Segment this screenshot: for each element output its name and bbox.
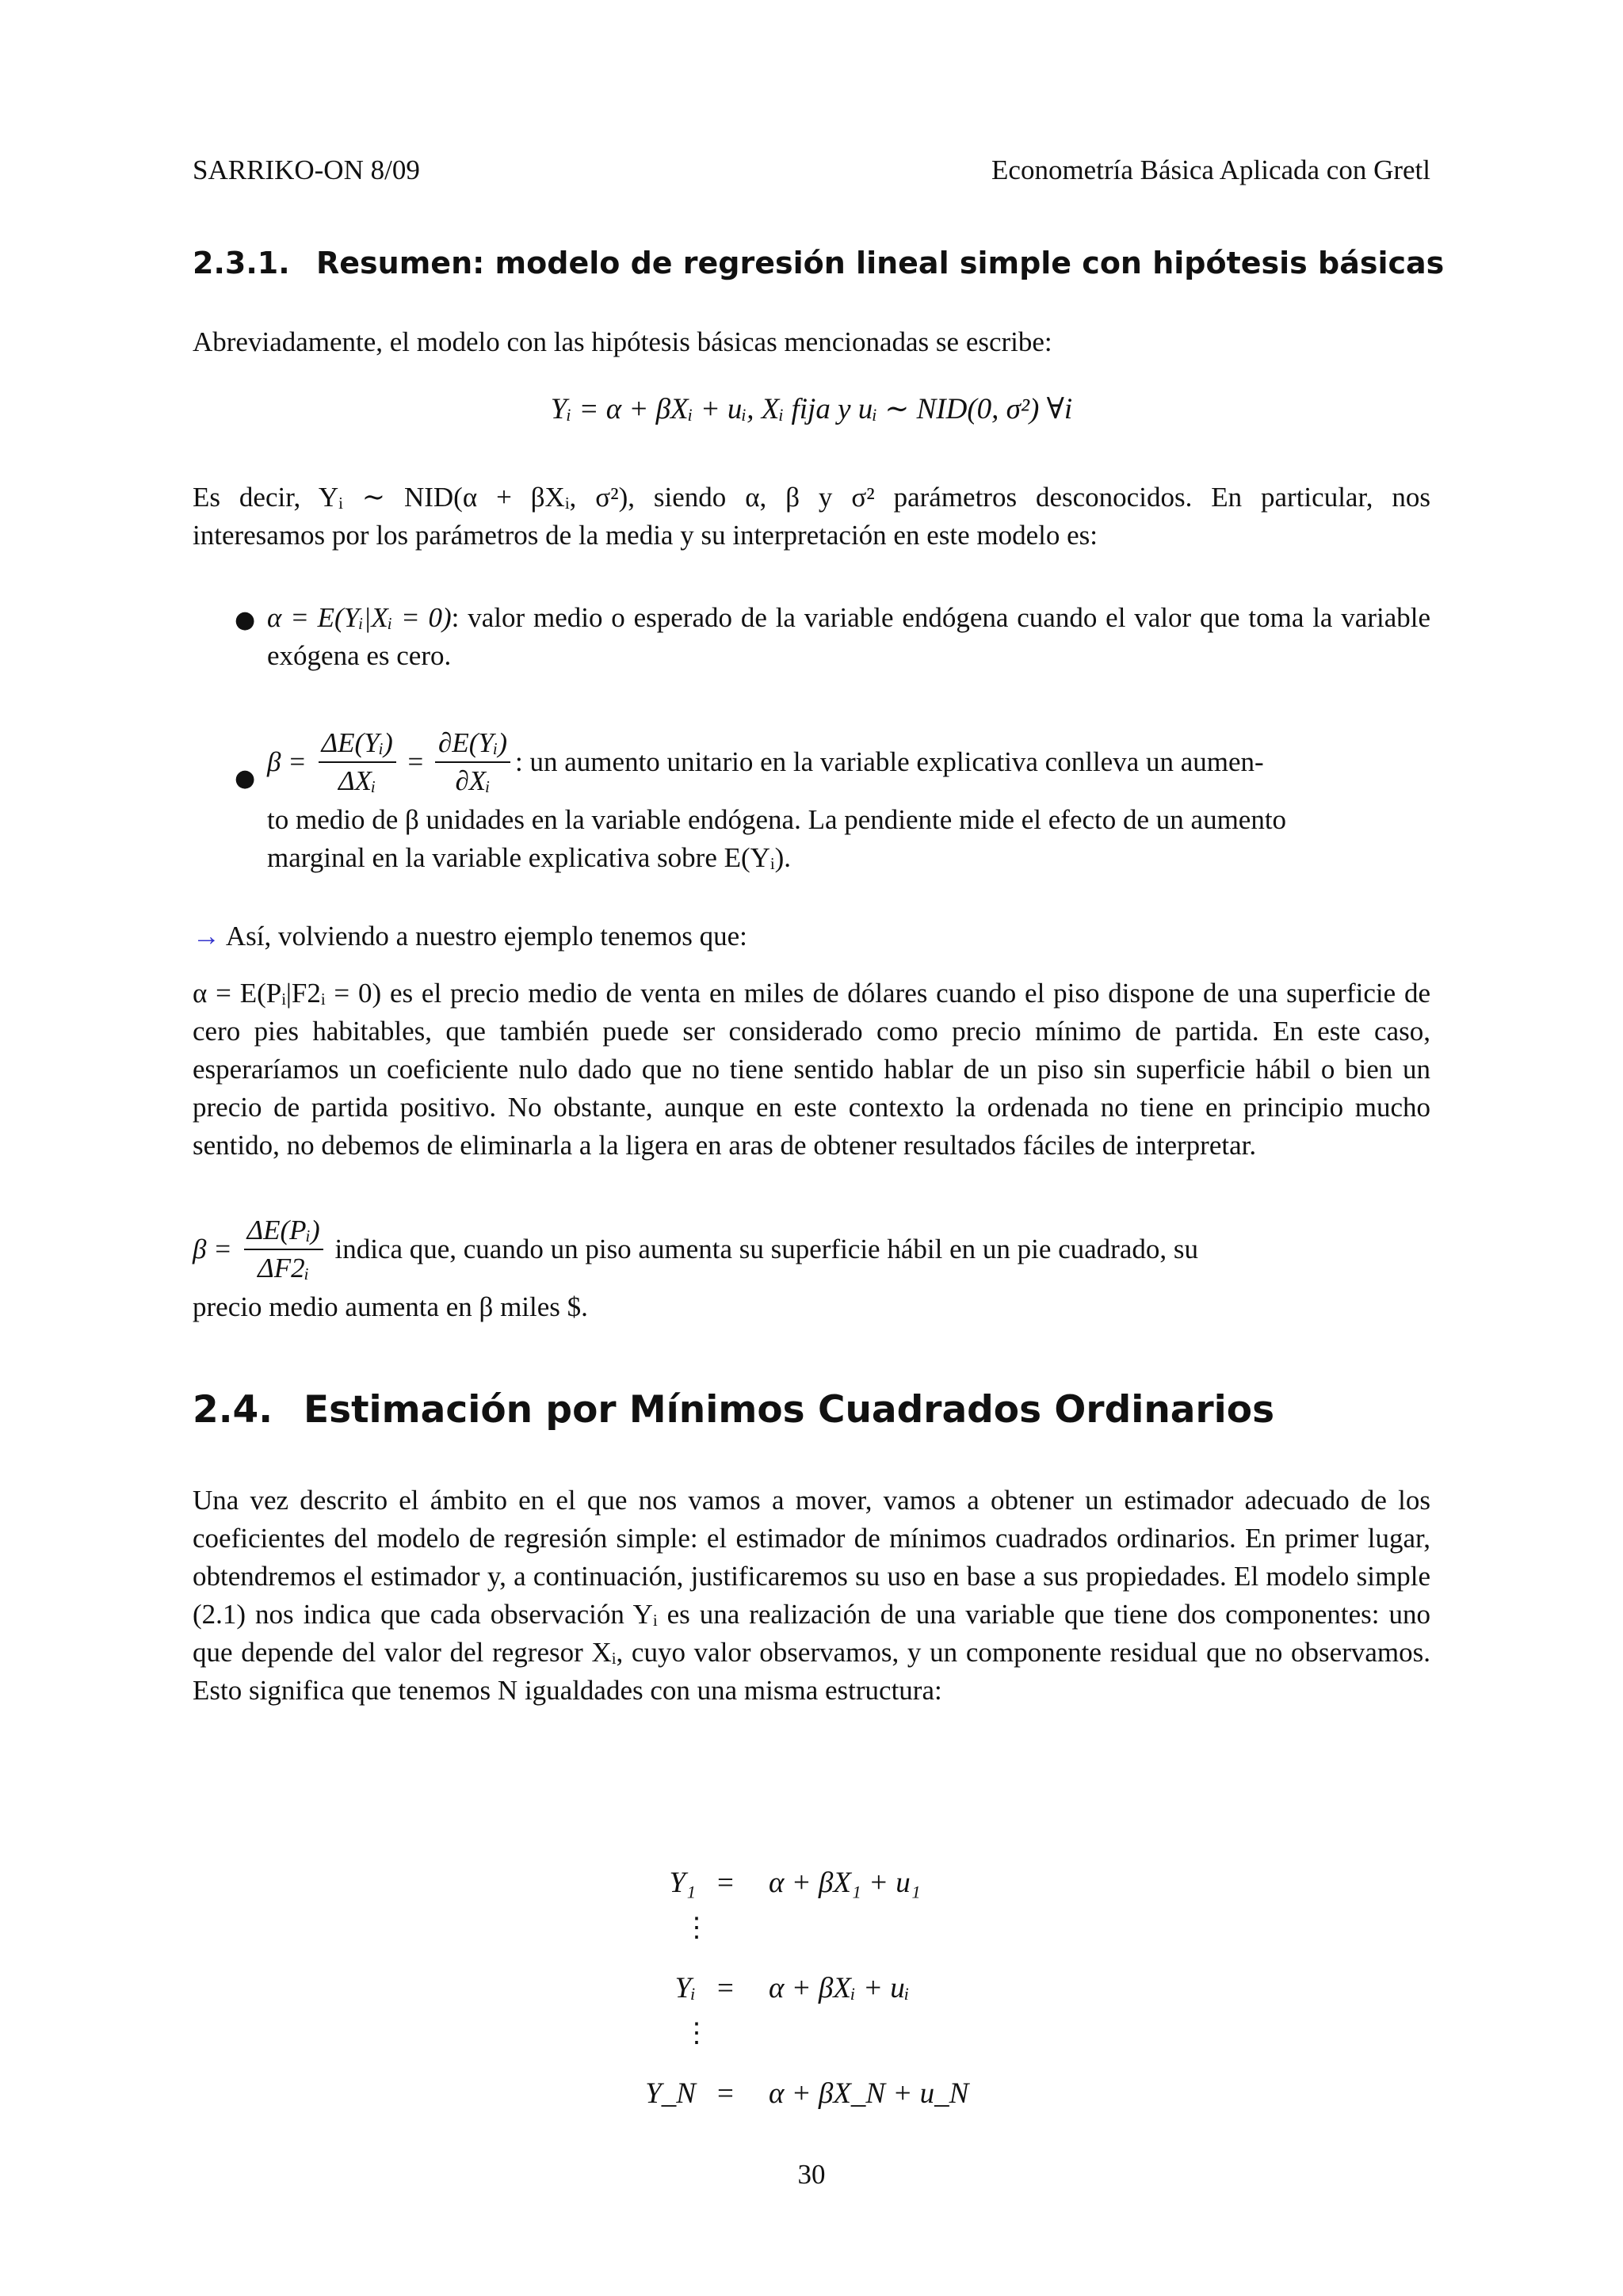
beta-lead: β = [267, 746, 307, 777]
example-beta-den: ΔF2ᵢ [244, 1249, 323, 1287]
section-title: Estimación por Mínimos Cuadrados Ordinarios [304, 1388, 1275, 1432]
model-equation: Yᵢ = α + βXᵢ + uᵢ, Xᵢ fija y uᵢ ∼ NID(0, σ²) ∀i [550, 393, 1073, 425]
equation-row-2 [0, 1971, 1623, 2011]
beta-frac1-den: ΔXᵢ [319, 761, 396, 799]
equation-2-lhs: Yᵢ [674, 1972, 696, 2004]
arrow-icon: → [193, 921, 220, 952]
example-beta-paragraph [193, 1212, 1430, 1326]
es-decir-paragraph [193, 479, 1430, 555]
subsection-title: Resumen: modelo de regresión lineal simple con hipótesis básicas [316, 246, 1445, 280]
beta-frac2-num: ∂E(Yᵢ) [438, 727, 508, 758]
intro-paragraph: Abreviadamente, el modelo con las hipótesis básicas mencionadas se escribe: [193, 326, 1052, 357]
equation-1-rhs: α + βX₁ + u₁ [769, 1867, 921, 1899]
section-paragraph: Una vez descrito el ámbito en el que nos vamos a mover, vamos a obtener un estimador adecuado de los coeficientes del modelo de regresión simple: el estimador de mínimos cuadrados ordinarios. En primer lugar, obtendremos el estimador y, a continuación, justificaremos su uso en base a sus propiedades. El modelo simple (2.1) nos indica que cada observación Yᵢ es una realización de una variable que tiene dos componentes: uno que depende del valor del regresor Xᵢ, cuyo valor observamos, y un componente residual que no observamos. Esto significa que tenemos N igualdades con una misma estructura: [193, 1485, 1430, 1706]
example-beta-lead: β = [193, 1234, 232, 1264]
equation-3-lhs: Y_N [645, 2077, 696, 2110]
beta-fraction-partial [435, 725, 510, 799]
beta-frac2-den: ∂Xᵢ [435, 761, 510, 799]
es-decir-line-1: Es decir, Yᵢ ∼ NID(α + βXᵢ, σ²), siendo α, β y σ² parámetros desconocidos. En particular, nos [193, 482, 1430, 513]
bullet-alpha [267, 599, 1430, 675]
bullet-beta [267, 725, 1430, 877]
equation-3-op: = [717, 2077, 734, 2110]
example-beta-line-1 [193, 1212, 1430, 1288]
es-decir-line-2: interesamos por los parámetros de la media y su interpretación en este modelo es: [193, 520, 1098, 551]
alpha-description: : valor medio o esperado de la variable endógena cuando el valor que toma la variable exógena es cero. [267, 602, 1430, 671]
running-header-left: SARRIKO-ON 8/09 [193, 154, 420, 185]
equation-row-3 [0, 2077, 1623, 2116]
running-header-right: Econometría Básica Aplicada con Gretl [991, 154, 1430, 185]
example-beta-text-2: precio medio aumenta en β miles $. [193, 1291, 588, 1322]
equation-2-rhs: α + βXᵢ + uᵢ [769, 1972, 910, 2004]
beta-eq-sign: = [407, 746, 424, 777]
example-alpha-paragraph: α = E(Pᵢ|F2ᵢ = 0) es el precio medio de venta en miles de dólares cuando el piso dispone de una superficie de cero pies habitables, que también puede ser considerado como precio mínimo de partida. En este caso, esperaríamos un coeficiente nulo dado que no tiene sentido hablar de un piso sin superficie hábil o bien un precio de partida positivo. No obstante, aunque en este contexto la ordenada no tiene en principio mucho sentido, no debemos de eliminarla a la ligera en aras de obtener resultados fáciles de interpretar. [193, 978, 1430, 1161]
example-beta-text-1: indica que, cuando un piso aumenta su superficie hábil en un pie cuadrado, su [334, 1234, 1198, 1264]
equation-1-op: = [717, 1867, 734, 1899]
vdots-1: ⋮ [683, 1913, 710, 1943]
subsection-number: 2.3.1. [193, 246, 290, 280]
bullet-marker-alpha: ● [235, 601, 256, 635]
page-number: 30 [797, 2159, 826, 2190]
alpha-definition: α = E(Yᵢ|Xᵢ = 0) [267, 602, 452, 633]
equation-3-rhs: α + βX_N + u_N [769, 2077, 969, 2110]
bullet-marker-beta: ● [235, 759, 256, 793]
example-intro [193, 917, 1430, 955]
beta-text-line-3: marginal en la variable explicativa sobre E(Yᵢ). [267, 842, 792, 873]
beta-text-line-1: : un aumento unitario en la variable explicativa conlleva un aumen- [515, 746, 1264, 777]
beta-formula-line [267, 725, 1430, 801]
example-intro-text: Así, volviendo a nuestro ejemplo tenemos que: [225, 921, 747, 952]
equation-row-1 [0, 1866, 1623, 1905]
example-beta-fraction [244, 1212, 323, 1287]
beta-text-line-2: to medio de β unidades en la variable endógena. La pendiente mide el efecto de un aumento [267, 804, 1287, 835]
equation-2-op: = [717, 1972, 734, 2004]
section-heading [193, 1388, 1274, 1432]
equation-1-lhs: Y₁ [669, 1867, 696, 1899]
subsection-heading [193, 246, 1444, 280]
beta-frac1-num: ΔE(Yᵢ) [321, 727, 393, 758]
example-beta-num: ΔE(Pᵢ) [246, 1215, 320, 1245]
section-number: 2.4. [193, 1388, 273, 1432]
beta-fraction-delta [319, 725, 396, 799]
vdots-2: ⋮ [683, 2019, 710, 2048]
